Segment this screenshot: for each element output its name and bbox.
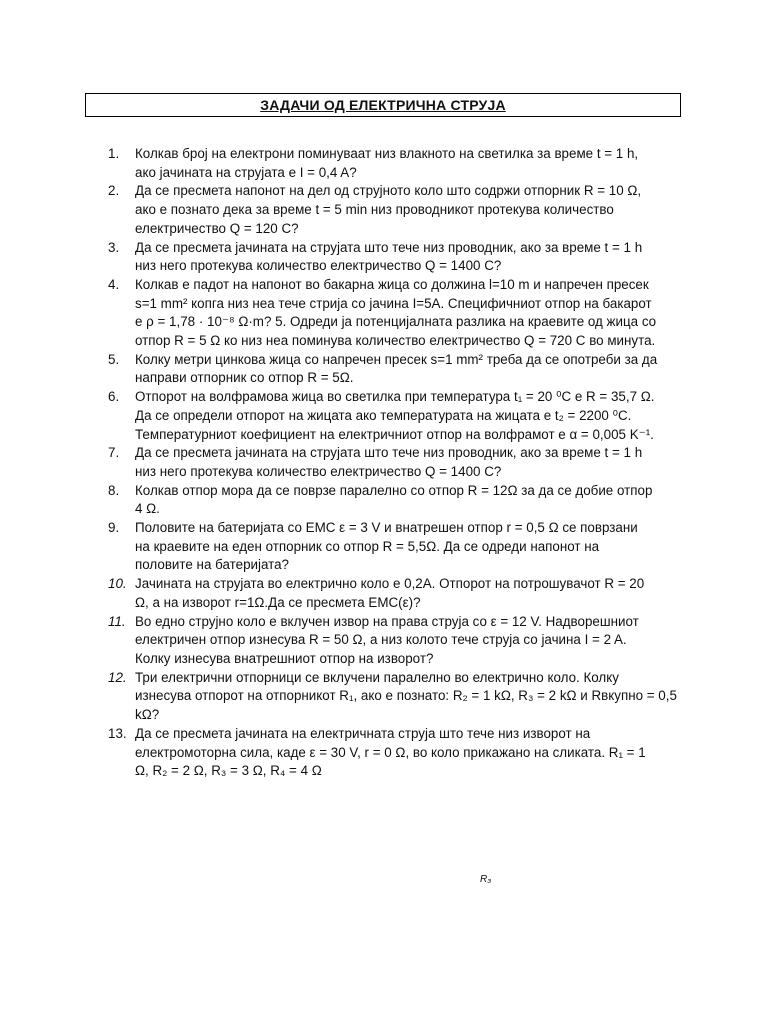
problem-line: низ него протекува количество електричество Q = 1400 C?	[135, 463, 502, 479]
title-box	[85, 93, 681, 117]
problem-line: Три електрични отпорници се вклучени паралелно во електрично коло. Колку	[135, 669, 619, 685]
problem-number: 11.	[108, 613, 126, 629]
problem-item	[108, 613, 679, 669]
problem-item	[108, 145, 679, 182]
problem-number: 8.	[108, 482, 120, 498]
problem-line: Отпорот на волфрамова жица во светилка при температура t₁ = 20 ⁰C е R = 35,7 Ω.	[135, 389, 655, 405]
problem-line: Да се определи отпорот на жицата ако температурата на жицата е t₂ = 2200 ⁰C.	[135, 407, 632, 423]
problem-text	[135, 388, 679, 444]
problem-text	[135, 182, 679, 238]
problem-line: Половите на батеријата со ЕМС ε = 3 V и внатрешен отпор r = 0,5 Ω се поврзани	[135, 520, 638, 536]
problem-item	[108, 444, 679, 481]
problem-list	[108, 145, 679, 781]
problem-item	[108, 239, 679, 276]
page-title: ЗАДАЧИ ОД ЕЛЕКТРИЧНА СТРУЈА	[260, 97, 506, 113]
problem-line: Колкав број на електрони поминуваат низ влакното на светилка за време t = 1 h,	[135, 146, 639, 161]
problem-line: 4 Ω.	[135, 501, 160, 517]
problem-number: 4.	[108, 276, 120, 292]
problem-text	[135, 351, 679, 388]
problem-line: Ω, R₂ = 2 Ω, R₃ = 3 Ω, R₄ = 4 Ω	[135, 763, 322, 779]
problem-line: s=1 mm² копга низ неа тече стрија со јачина I=5A. Специфичниот отпор на бакарот	[135, 295, 652, 311]
problem-item	[108, 276, 679, 351]
problem-line: отпор R = 5 Ω ко низ неа поминува количество електричество Q = 720 C во минута.	[135, 333, 656, 349]
problem-line: електричество Q = 120 C?	[135, 220, 299, 236]
problem-number: 10.	[108, 576, 127, 592]
problem-line: Колкав е падот на напонот во бакарна жица со должина l=10 m и напречен пресек	[135, 276, 649, 292]
problem-number: 2.	[108, 183, 120, 199]
problem-text	[135, 613, 679, 669]
problem-text	[135, 444, 679, 481]
problem-text	[135, 482, 679, 519]
problem-item	[108, 669, 679, 725]
problem-line: ако е познато дека за време t = 5 min низ проводникот протекува количество	[135, 202, 614, 218]
problem-line: Температурниот коефициент на електричниот отпор на волфрамот е α = 0,005 K⁻¹.	[135, 426, 654, 442]
problem-line: Ω, а на изворот r=1Ω.Да се пресмета ЕМС(ε)?	[135, 594, 421, 610]
problem-line: изнесува отпорот на отпорникот R₁, ако е познато: R₂ = 1 kΩ, R₃ = 2 kΩ и Rвкупно = 0,5	[135, 688, 677, 704]
problem-line: Во едно струјно коло е вклучен извор на права струја со ε = 12 V. Надворешниот	[135, 613, 639, 629]
problem-text	[135, 276, 679, 351]
problem-number: 6.	[108, 389, 120, 405]
figure-label-r3: R₃	[480, 874, 492, 885]
problem-number: 13.	[108, 725, 127, 741]
problem-item	[108, 575, 679, 612]
problem-text	[135, 519, 679, 575]
problem-text	[135, 725, 679, 781]
problem-line: Јачината на струјата во електрично коло е 0,2A. Отпорот на потрошувачот R = 20	[135, 576, 645, 592]
problem-number: 7.	[108, 445, 120, 461]
problem-number: 12.	[108, 669, 127, 685]
problem-item	[108, 182, 679, 238]
problem-line: Да се пресмета јачината на електричната струја што тече низ изворот на	[135, 725, 591, 741]
problem-line: Колкав отпор мора да се поврзе паралелно со отпор R = 12Ω за да се добие отпор	[135, 482, 653, 498]
problem-line: на краевите на еден отпорник со отпор R = 5,5Ω. Да се одреди напонот на	[135, 538, 600, 554]
problem-text	[135, 575, 679, 612]
problem-item	[108, 351, 679, 388]
problem-line: Колку изнесува внатрешниот отпор на изворот?	[135, 650, 434, 666]
problem-line: Да се пресмета напонот на дел од струјното коло што содржи отпорник R = 10 Ω,	[135, 183, 642, 199]
problem-item	[108, 519, 679, 575]
problem-text	[135, 669, 679, 725]
problem-line: Да се пресмета јачината на струјата што тече низ проводник, ако за време t = 1 h	[135, 239, 643, 255]
problem-item	[108, 388, 679, 444]
problem-line: kΩ?	[135, 707, 160, 723]
problem-line: е ρ = 1,78 · 10⁻⁸ Ω·m? 5. Одреди ја потенцијалната разлика на краевите од жица со	[135, 314, 657, 330]
problem-number: 9.	[108, 520, 120, 536]
problem-number: 3.	[108, 239, 120, 255]
problem-line: ако јачината на струјата е I = 0,4 A?	[135, 164, 357, 180]
problem-line: електромоторна сила, каде ε = 30 V, r = 0 Ω, во коло прикажано на сликата. R₁ = 1	[135, 744, 646, 760]
problem-line: електричен отпор изнесува R = 50 Ω, а низ колото тече струја со јачина I = 2 A.	[135, 632, 627, 648]
problem-line: Да се пресмета јачината на струјата што тече низ проводник, ако за време t = 1 h	[135, 445, 643, 461]
problem-text	[135, 145, 679, 182]
problem-number: 5.	[108, 351, 120, 367]
problem-item	[108, 725, 679, 781]
problem-line: половите на батеријата?	[135, 557, 289, 573]
problem-line: низ него протекува количество електричество Q = 1400 C?	[135, 258, 502, 274]
problem-text	[135, 239, 679, 276]
problem-line: направи отпорник со отпор R = 5Ω.	[135, 370, 354, 386]
problem-number: 1.	[108, 146, 120, 161]
problem-item	[108, 482, 679, 519]
problem-line: Колку метри цинкова жица со напречен пресек s=1 mm² треба да се опотреби за да	[135, 351, 658, 367]
